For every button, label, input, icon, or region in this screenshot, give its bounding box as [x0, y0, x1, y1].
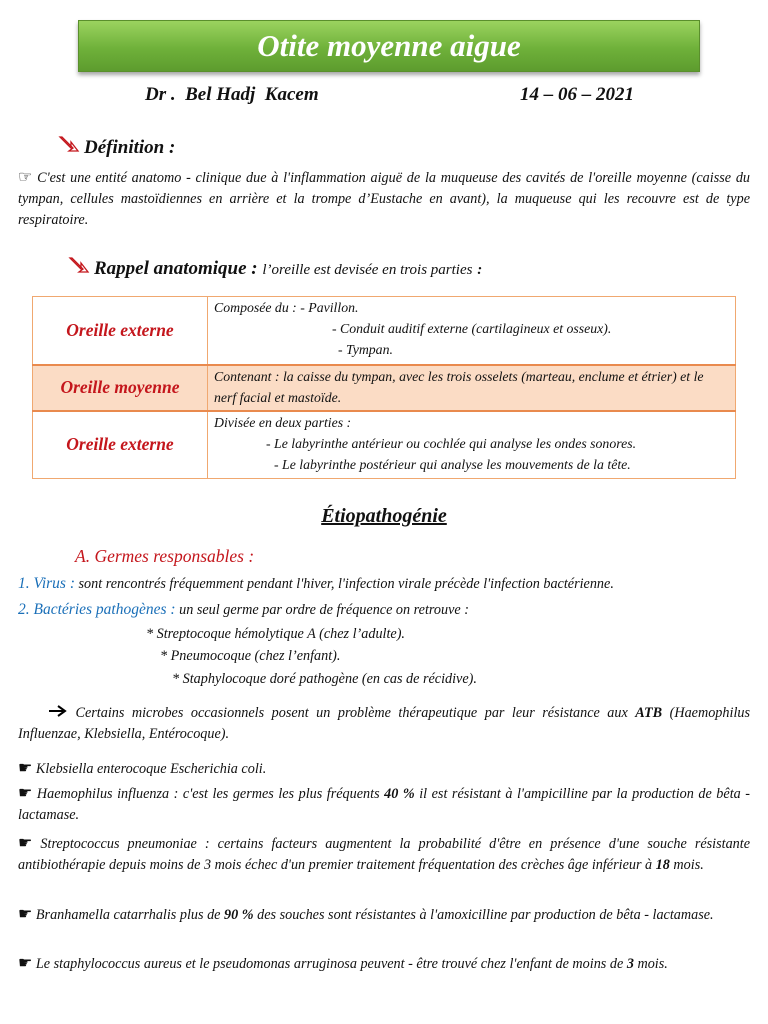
- author: Dr . Bel Hadj Kacem: [145, 84, 319, 105]
- pointing-hand-icon: ☛: [18, 835, 33, 852]
- right-arrow-icon: [18, 703, 68, 724]
- table-row: [33, 297, 736, 365]
- definition-text: ☞ C'est une entité anatomo - clinique due à l'inflammation aiguë de la muqueuse des cavités de l'oreille moyenne (caisse du tympan, cellules mastoïdiennes en arrière et la trompe d’Eustache en avant), la muqueuse qui les recouvre est de type respiratoire.: [18, 169, 751, 228]
- row-label: Oreille externe: [33, 411, 208, 479]
- row-description: Contenant : la caisse du tympan, avec les trois osselets (marteau, enclume et étrier) et le nerf facial et mastoïde.: [208, 365, 736, 411]
- title-banner: [78, 20, 700, 72]
- list-item: * Streptocoque hémolytique A (chez l’adulte).: [146, 626, 405, 642]
- virus-line: 1. Virus : sont rencontrés fréquemment pendant l'hiver, l'infection virale précède l'infection bactérienne.: [18, 575, 614, 592]
- list-item: * Pneumocoque (chez l’enfant).: [160, 648, 341, 664]
- arrow-paragraph: Certains microbes occasionnels posent un problème thérapeutique par leur résistance aux ATB (Haemophilus Influenzae, Klebsiella, Entérocoque).: [18, 705, 750, 742]
- pointing-hand-icon: ☛: [18, 760, 33, 777]
- list-item: ☛ Streptococcus pneumoniae : certains facteurs augmentent la probabilité d'être en présence d'une souche résistante antibiothérapie depuis moins de 3 mois échec d'un premier traitement fréquentation des crèches âge inférieur à 18 mois.: [18, 835, 751, 873]
- pointing-hand-icon: ☛: [18, 906, 33, 923]
- pointing-hand-icon: ☛: [18, 955, 33, 972]
- outline-arrow-icon: [68, 256, 94, 280]
- list-item: ☛ Haemophilus influenza : c'est les germes les plus fréquents 40 % il est résistant à l'ampicilline par la production de bêta - lactamase.: [18, 785, 750, 823]
- table-row: [33, 411, 736, 479]
- list-item: ☛ Klebsiella enterocoque Escherichia coli.: [18, 760, 267, 777]
- anatomy-table: [32, 296, 736, 479]
- section-heading: Étiopathogénie: [321, 505, 447, 527]
- germs-heading: A. Germes responsables :: [75, 546, 255, 566]
- pointing-hand-icon: ☞: [18, 169, 33, 186]
- table-row: [33, 365, 736, 411]
- row-description: Composée du : - Pavillon. - Conduit auditif externe (cartilagineux et osseux). - Tympan.: [208, 297, 736, 365]
- outline-arrow-icon: [58, 135, 84, 159]
- definition-heading: Définition :: [58, 135, 175, 159]
- row-label: Oreille externe: [33, 297, 208, 365]
- row-label: Oreille moyenne: [33, 365, 208, 411]
- list-item: ☛ Le staphylococcus aureus et le pseudomonas arruginosa peuvent - être trouvé chez l'enfant de moins de 3 mois.: [18, 955, 668, 972]
- row-description: Divisée en deux parties : - Le labyrinthe antérieur ou cochlée qui analyse les ondes sonores. - Le labyrinthe postérieur qui analyse les mouvements de la tête.: [208, 411, 736, 479]
- list-item: * Staphylocoque doré pathogène (en cas de récidive).: [172, 671, 477, 687]
- list-item: ☛ Branhamella catarrhalis plus de 90 % des souches sont résistantes à l'amoxicilline par production de bêta - lactamase.: [18, 906, 714, 923]
- page-title: Otite moyenne aigue: [257, 28, 521, 63]
- date: 14 – 06 – 2021: [520, 84, 634, 105]
- rappel-heading: Rappel anatomique : l’oreille est devisée en trois parties :: [68, 256, 482, 280]
- bacteria-line: 2. Bactéries pathogènes : un seul germe par ordre de fréquence on retrouve :: [18, 601, 469, 618]
- pointing-hand-icon: ☛: [18, 785, 33, 802]
